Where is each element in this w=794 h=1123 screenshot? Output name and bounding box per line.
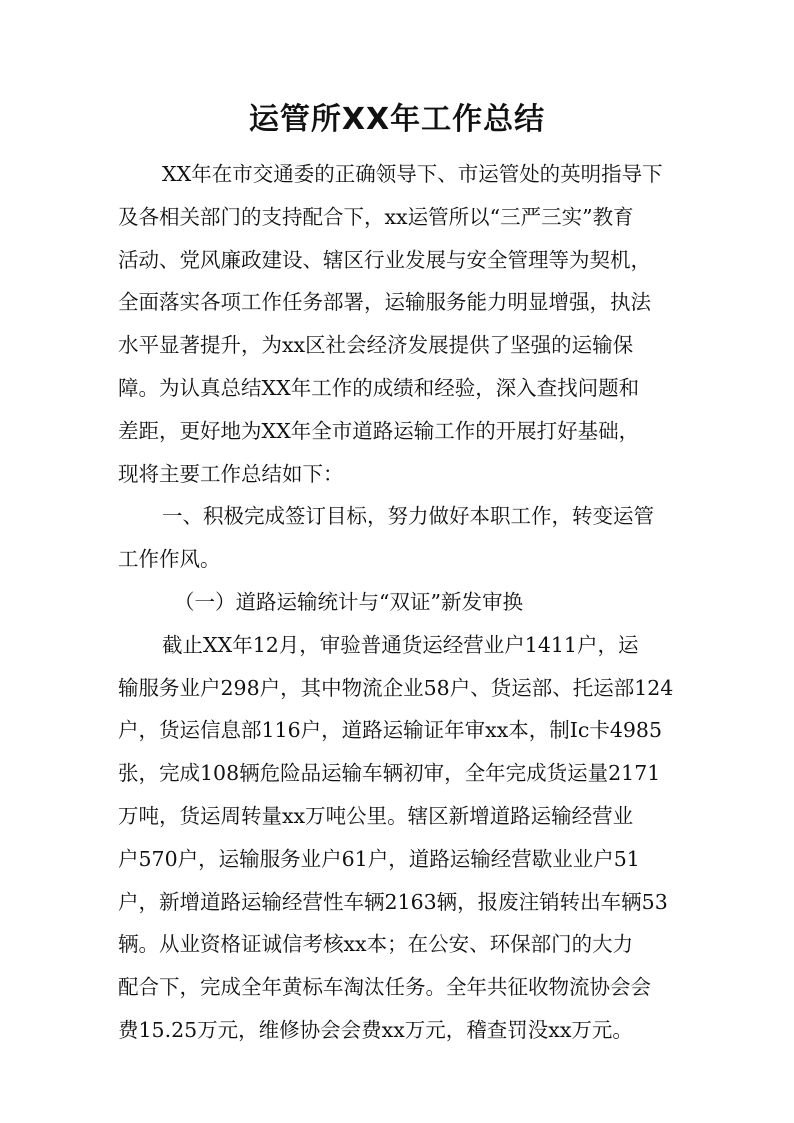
subsection-heading: （一）道路运输统计与“双证”新发审换 [174,589,523,614]
paragraph-line: 全面落实各项工作任务部署，运输服务能力明显增强，执法 [118,290,651,315]
paragraph-line: 活动、党风廉政建设、辖区行业发展与安全管理等为契机， [118,247,651,272]
paragraph-line: 障。为认真总结XX年工作的成绩和经验，深入查找问题和 [118,375,640,400]
paragraph-line: 万吨，货运周转量xx万吨公里。辖区新增道路运输经营业 [118,803,634,828]
paragraph-line: 费15.25万元，维修协会会费xx万元，稽查罚没xx万元。 [118,1017,633,1042]
document-title: 运管所XX年工作总结 [248,102,546,137]
paragraph-line: 张，完成108辆危险品运输车辆初审，全年完成货运量2171 [118,761,661,786]
section-heading-line: 一、积极完成签订目标，努力做好本职工作，转变运管 [162,504,654,529]
paragraph-line: 及各相关部门的支持配合下，xx运管所以“三严三实”教育 [118,204,634,229]
paragraph-line: 现将主要工作总结如下： [118,461,344,486]
paragraph-line: 配合下，完成全年黄标车淘汰任务。全年共征收物流协会会 [118,975,651,1000]
paragraph-line: 输服务业户298户，其中物流企业58户、货运部、托运部124 [118,675,674,700]
paragraph-line: 辆。从业资格证诚信考核xx本；在公安、环保部门的大力 [118,932,634,957]
paragraph-line: 户，货运信息部116户，道路运输证年审xx本，制Ic卡4985 [118,718,662,743]
document-body [118,153,690,1052]
paragraph-line: XX年在市交通委的正确领导下、市运管处的英明指导下 [162,162,663,186]
paragraph-line: 截止XX年12月，审验普通货运经营业户1411户，运 [162,632,639,657]
paragraph-line: 差距，更好地为XX年全市道路运输工作的开展打好基础， [118,418,640,443]
paragraph-line: 水平显著提升，为xx区社会经济发展提供了坚强的运输保 [118,333,634,358]
paragraph-line: 户，新增道路运输经营性车辆2163辆，报废注销转出车辆53 [118,889,668,914]
section-heading-line: 工作作风。 [118,547,221,572]
paragraph-line: 户570户，运输服务业户61户，道路运输经营歇业业户51 [118,846,640,871]
